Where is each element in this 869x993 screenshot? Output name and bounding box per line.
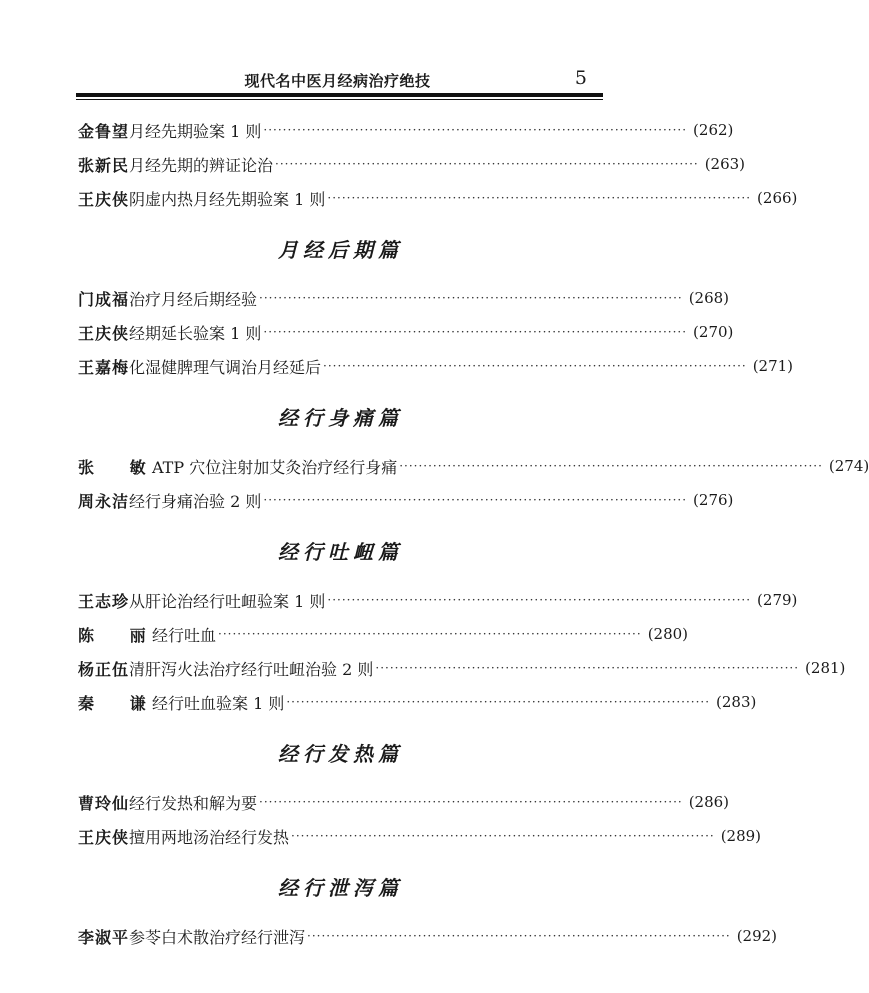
toc-page: (271) — [752, 357, 794, 375]
running-header — [0, 0, 675, 100]
table-of-contents — [78, 113, 869, 953]
toc-page: (283) — [716, 693, 757, 711]
section-heading: 月经后期篇 — [278, 237, 403, 262]
toc-author: 金鲁望 — [78, 121, 130, 141]
toc-author: 王庆侠 — [78, 323, 130, 343]
toc-entry[interactable] — [78, 113, 734, 147]
toc-leader-dots: ························································································ — [275, 157, 699, 171]
toc-leader-dots: ························································································ — [327, 593, 752, 607]
toc-title: 擅用两地汤治经行发热 — [129, 827, 290, 847]
toc-entry[interactable] — [78, 617, 689, 651]
section-heading: 经行泄泻篇 — [278, 875, 403, 900]
running-header-title: 现代名中医月经病治疗绝技 — [244, 72, 431, 90]
toc-author: 王嘉梅 — [78, 357, 130, 377]
toc-author: 王志珍 — [78, 591, 130, 611]
toc-entry[interactable] — [78, 315, 734, 349]
toc-title: 月经先期验案 1 则 — [129, 121, 262, 141]
toc-page: (280) — [647, 625, 689, 643]
toc-entry[interactable] — [78, 919, 778, 953]
header-rule-thin — [76, 99, 603, 100]
toc-title: 经行发热和解为要 — [129, 793, 258, 813]
toc-title: 经期延长验案 1 则 — [129, 323, 262, 343]
section-heading: 经行发热篇 — [278, 741, 403, 766]
toc-leader-dots: ························································································ — [259, 795, 683, 809]
page-number: 5 — [574, 67, 587, 89]
toc-entry[interactable] — [78, 449, 869, 483]
toc-author: 张 敏 — [78, 457, 161, 477]
toc-page: (263) — [704, 155, 746, 173]
toc-page: (262) — [693, 121, 734, 139]
toc-leader-dots: ························································································ — [291, 829, 715, 843]
toc-page: (266) — [757, 189, 798, 207]
toc-leader-dots: ························································································ — [399, 459, 823, 473]
toc-page: (292) — [736, 927, 778, 945]
toc-page: (281) — [805, 659, 846, 677]
toc-author: 陈 丽 — [78, 625, 161, 645]
toc-title: 月经先期的辨证论治 — [129, 155, 274, 175]
toc-author: 周永洁 — [78, 491, 130, 511]
toc-page: (270) — [693, 323, 734, 341]
toc-page: (286) — [688, 793, 730, 811]
toc-entry[interactable] — [78, 349, 794, 383]
header-rule-thick — [76, 93, 603, 97]
toc-author: 王庆侠 — [78, 189, 130, 209]
toc-title: 经行吐血验案 1 则 — [152, 693, 285, 713]
toc-page: (289) — [720, 827, 762, 845]
toc-leader-dots: ························································································ — [263, 493, 688, 507]
toc-entry[interactable] — [78, 281, 730, 315]
toc-leader-dots: ························································································ — [327, 191, 752, 205]
toc-title: 治疗月经后期经验 — [129, 289, 258, 309]
toc-author: 李淑平 — [78, 927, 130, 947]
toc-title: 经行吐血 — [152, 625, 217, 645]
toc-leader-dots: ························································································ — [307, 929, 731, 943]
toc-leader-dots: ························································································ — [323, 359, 747, 373]
toc-title: 参苓白术散治疗经行泄泻 — [129, 927, 306, 947]
toc-page: (279) — [757, 591, 798, 609]
toc-leader-dots: ························································································ — [375, 661, 800, 675]
toc-entry[interactable] — [78, 147, 746, 181]
toc-title: 从肝论治经行吐衄验案 1 则 — [129, 591, 326, 611]
toc-leader-dots: ························································································ — [259, 291, 683, 305]
toc-author: 门成福 — [78, 289, 130, 309]
section-heading: 经行吐衄篇 — [278, 539, 403, 564]
toc-entry[interactable] — [78, 785, 730, 819]
toc-title: 经行身痛治验 2 则 — [129, 491, 262, 511]
toc-entry[interactable] — [78, 483, 734, 517]
toc-author: 张新民 — [78, 155, 130, 175]
toc-page: (268) — [688, 289, 730, 307]
toc-page: (276) — [693, 491, 734, 509]
toc-entry[interactable] — [78, 181, 798, 215]
toc-leader-dots: ························································································ — [286, 695, 711, 709]
toc-leader-dots: ························································································ — [263, 123, 688, 137]
toc-title: 化湿健脾理气调治月经延后 — [129, 357, 322, 377]
toc-page: (274) — [828, 457, 869, 475]
toc-author: 曹玲仙 — [78, 793, 130, 813]
toc-entry[interactable] — [78, 685, 757, 719]
toc-entry[interactable] — [78, 651, 846, 685]
section-heading: 经行身痛篇 — [278, 405, 403, 430]
toc-title: 阴虚内热月经先期验案 1 则 — [129, 189, 326, 209]
toc-leader-dots: ························································································ — [218, 627, 642, 641]
toc-title: ATP 穴位注射加艾灸治疗经行身痛 — [152, 457, 398, 477]
toc-title: 清肝泻火法治疗经行吐衄治验 2 则 — [129, 659, 374, 679]
toc-author: 杨正伍 — [78, 659, 130, 679]
toc-entry[interactable] — [78, 583, 798, 617]
toc-leader-dots: ························································································ — [263, 325, 688, 339]
toc-author: 秦 谦 — [78, 693, 161, 713]
toc-author: 王庆侠 — [78, 827, 130, 847]
toc-entry[interactable] — [78, 819, 762, 853]
